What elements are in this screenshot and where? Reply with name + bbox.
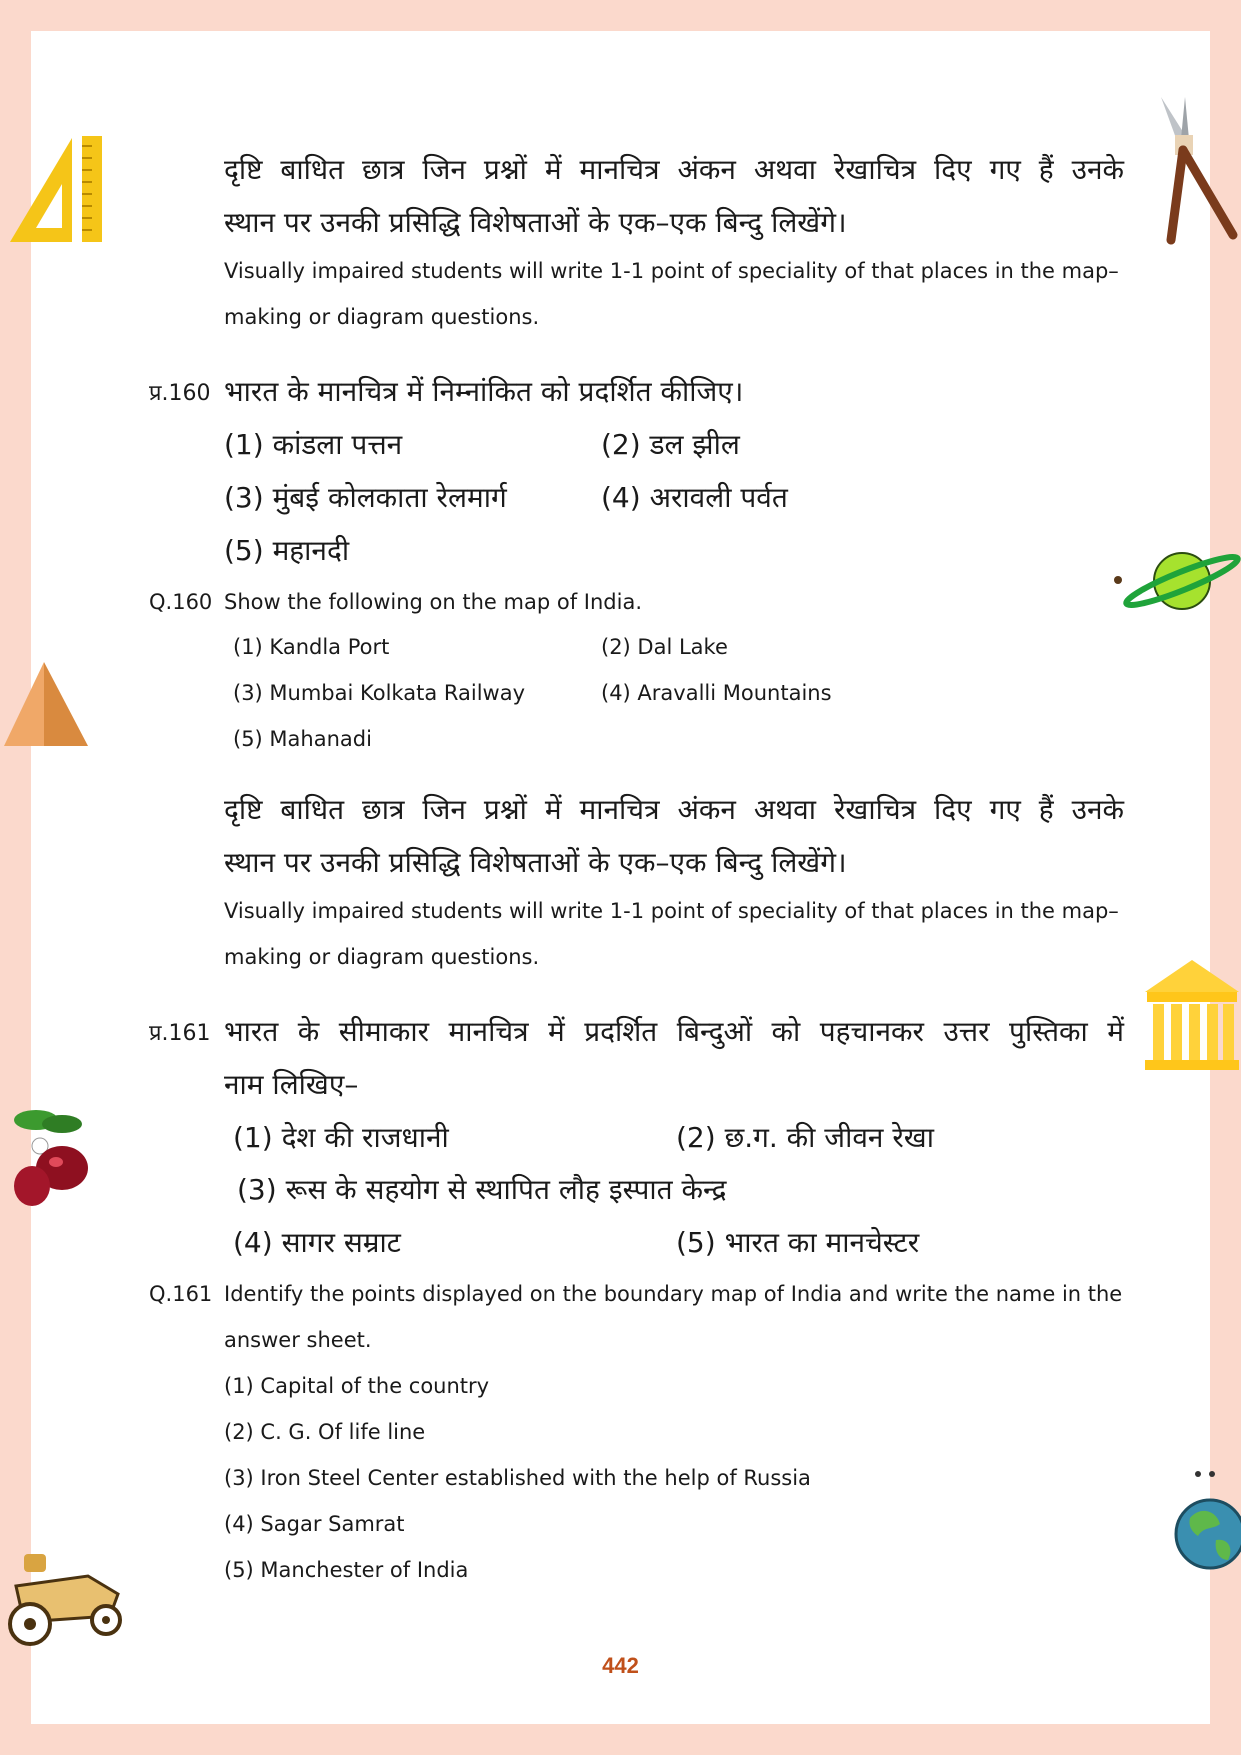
globe-icon (1172, 1468, 1241, 1572)
list-item: (1) Kandla Port (233, 635, 390, 659)
instruction-english-line2: making or diagram questions. (224, 945, 540, 969)
vintage-car-icon (0, 1546, 128, 1650)
saturn-planet-icon (1114, 548, 1241, 614)
list-item: (1) देश की राजधानी (233, 1121, 449, 1154)
list-item: (5) महानदी (224, 534, 350, 567)
question-number: प्र.160 (149, 381, 211, 406)
list-item: (5) Manchester of India (224, 1558, 469, 1582)
question-text-line2: नाम लिखिए– (224, 1068, 359, 1101)
list-item: (2) छ.ग. की जीवन रेखा (676, 1121, 934, 1154)
list-item: (4) Sagar Samrat (224, 1512, 405, 1536)
question-text: भारत के मानचित्र में निम्नांकित को प्रदर्शित कीजिए। (224, 375, 744, 408)
question-text-line2: answer sheet. (224, 1328, 372, 1352)
question-text: Show the following on the map of India. (224, 590, 642, 614)
instruction-english-line1: Visually impaired students will write 1-1 point of speciality of that places in the map– (224, 259, 1119, 283)
list-item: (2) Dal Lake (601, 635, 728, 659)
question-text-line1: Identify the points displayed on the boundary map of India and write the name in the (224, 1282, 1123, 1306)
berries-icon (6, 1106, 92, 1210)
page-number: 442 (602, 1653, 639, 1678)
instruction-hindi-line1: दृष्टि बाधित छात्र जिन प्रश्नों में मानचित्र अंकन अथवा रेखाचित्र दिए गए हैं उनके (224, 793, 1124, 826)
instruction-hindi-line1: दृष्टि बाधित छात्र जिन प्रश्नों में मानचित्र अंकन अथवा रेखाचित्र दिए गए हैं उनके (224, 153, 1124, 186)
greek-temple-icon (1143, 958, 1241, 1072)
list-item: (2) डल झील (601, 428, 740, 461)
instruction-hindi-line2: स्थान पर उनकी प्रसिद्धि विशेषताओं के एक–एक बिन्दु लिखेंगे। (224, 206, 847, 239)
list-item: (4) सागर सम्राट (233, 1226, 401, 1259)
list-item: (5) भारत का मानचेस्टर (676, 1226, 920, 1259)
question-number: प्र.161 (149, 1021, 211, 1046)
list-item: (2) C. G. Of life line (224, 1420, 426, 1444)
instruction-english-line1: Visually impaired students will write 1-1 point of speciality of that places in the map– (224, 899, 1119, 923)
question-text-line1: भारत के सीमाकार मानचित्र में प्रदर्शित बिन्दुओं को पहचानकर उत्तर पुस्तिका में (224, 1015, 1124, 1048)
list-item: (3) रूस के सहयोग से स्थापित लौह इस्पात केन्द्र (237, 1173, 727, 1206)
instruction-english-line2: making or diagram questions. (224, 305, 540, 329)
list-item: (5) Mahanadi (233, 727, 372, 751)
list-item: (3) मुंबई कोलकाता रेलमार्ग (224, 481, 507, 514)
list-item: (4) अरावली पर्वत (601, 481, 788, 514)
list-item: (4) Aravalli Mountains (601, 681, 832, 705)
instruction-hindi-line2: स्थान पर उनकी प्रसिद्धि विशेषताओं के एक–एक बिन्दु लिखेंगे। (224, 846, 847, 879)
list-item: (3) Mumbai Kolkata Railway (233, 681, 526, 705)
document-page (31, 31, 1210, 1724)
question-number: Q.160 (149, 590, 213, 614)
list-item: (1) कांडला पत्तन (224, 428, 403, 461)
ruler-set-square-icon (6, 132, 106, 244)
garden-shears-icon (1155, 95, 1241, 245)
question-number: Q.161 (149, 1282, 213, 1306)
pyramid-icon (0, 660, 90, 750)
list-item: (1) Capital of the country (224, 1374, 490, 1398)
list-item: (3) Iron Steel Center established with the help of Russia (224, 1466, 811, 1490)
